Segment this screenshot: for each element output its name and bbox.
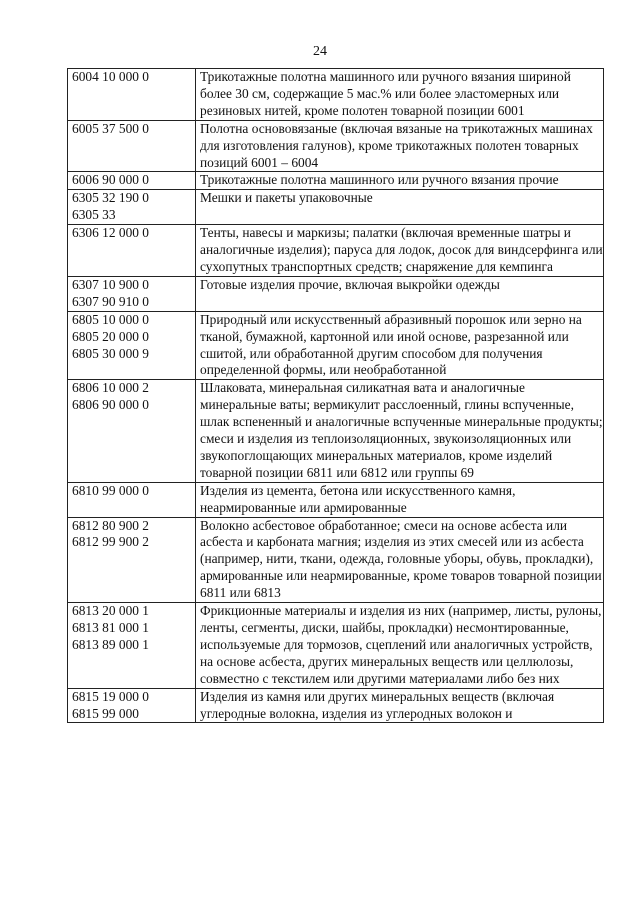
tariff-codes-cell [68, 276, 196, 311]
page-number: 24 [313, 44, 327, 59]
tariff-code: 6806 90 000 0 [72, 397, 149, 413]
goods-description: Готовые изделия прочие, включая выкройки одежды [196, 276, 604, 311]
tariff-code: 6004 10 000 0 [72, 69, 149, 84]
goods-description: Изделия из камня или других минеральных веществ (включая углеродные волокна, изделия из углеродных волокон и [196, 688, 604, 723]
table-row [68, 190, 604, 225]
tariff-code: 6815 19 000 0 [72, 688, 149, 704]
goods-description: Шлаковата, минеральная силикатная вата и аналогичные минеральные ваты; вермикулит расслоенный, глины вспученные, шлак вспененный и аналогичные вспученные минеральные продукты; смеси и изделия из теплоизоляционных, звукоизоляционных или звукопоглощающих минеральных материалов, кроме изделий товарной позиции 6811 или 6812 или группы 69 [196, 380, 604, 482]
table-row [68, 311, 604, 380]
tariff-code: 6813 81 000 1 [72, 620, 149, 635]
tariff-codes-cell [68, 603, 196, 689]
goods-description: Фрикционные материалы и изделия из них (например, листы, рулоны, ленты, сегменты, диски, шайбы, прокладки) несмонтированные, используемые для тормозов, сцеплений или аналогичных устройств, на основе асбеста, других минеральных веществ или целлюлозы, совместно с текстилем или другими материалами либо без них [196, 603, 604, 689]
goods-description: Мешки и пакеты упаковочные [196, 190, 604, 225]
table-row [68, 69, 604, 121]
goods-description: Трикотажные полотна машинного или ручного вязания шириной более 30 см, содержащие 5 мас.% или более эластомерных или резиновых нитей, кроме полотен товарной позиции 6001 [196, 69, 604, 121]
table-row [68, 603, 604, 689]
goods-description: Волокно асбестовое обработанное; смеси на основе асбеста или асбеста и карбоната магния; изделия из этих смесей или из асбеста (например, нити, ткани, одежда, головные уборы, обувь, прокладки), армированные или неармированные, кроме товаров товарной позиции 6811 или 6813 [196, 517, 604, 603]
table-row [68, 276, 604, 311]
tariff-code: 6813 20 000 1 [72, 603, 149, 619]
goods-description: Тенты, навесы и маркизы; палатки (включая временные шатры и аналогичные изделия); паруса для лодок, досок для виндсерфинга или сухопутных транспортных средств; снаряжение для кемпинга [196, 225, 604, 277]
tariff-code: 6810 99 000 0 [72, 482, 149, 498]
goods-description: Трикотажные полотна машинного или ручного вязания прочие [196, 172, 604, 190]
tariff-code: 6815 99 000 [72, 705, 139, 721]
table-row [68, 120, 604, 172]
tariff-codes-cell [68, 688, 196, 723]
tariff-code: 6805 20 000 0 [72, 328, 149, 344]
table-row [68, 172, 604, 190]
tariff-codes-cell [68, 482, 196, 517]
tariff-code: 6306 12 000 0 [72, 225, 149, 241]
tariff-code: 6812 80 900 2 [72, 517, 149, 533]
tariff-codes-cell [68, 517, 196, 603]
tariff-code: 6812 99 900 2 [72, 534, 149, 550]
tariff-codes-cell [68, 120, 196, 172]
tariff-codes-cell [68, 311, 196, 380]
tariff-code: 6005 37 500 0 [72, 120, 149, 136]
tariff-code-table [67, 68, 604, 723]
tariff-codes-cell [68, 190, 196, 225]
tariff-code: 6805 10 000 0 [72, 311, 149, 327]
table-row [68, 225, 604, 277]
table-body [68, 69, 604, 723]
tariff-code: 6307 90 910 0 [72, 293, 149, 309]
tariff-code: 6806 10 000 2 [72, 380, 149, 396]
table-row [68, 380, 604, 482]
tariff-code: 6805 30 000 9 [72, 345, 149, 361]
tariff-codes-cell [68, 225, 196, 277]
goods-description: Природный или искусственный абразивный порошок или зерно на тканой, бумажной, картонной или иной основе, разрезанной или сшитой, или обработанной другим способом для получения определенной формы, или необработанной [196, 311, 604, 380]
tariff-codes-cell [68, 380, 196, 482]
tariff-code: 6006 90 000 0 [72, 172, 149, 188]
table-row [68, 517, 604, 603]
goods-description: Изделия из цемента, бетона или искусственного камня, неармированные или армированные [196, 482, 604, 517]
goods-description: Полотна основовязаные (включая вязаные на трикотажных машинах для изготовления галунов), кроме трикотажных полотен товарных позиций 6001 – 6004 [196, 120, 604, 172]
table-row [68, 482, 604, 517]
tariff-codes-cell [68, 172, 196, 190]
tariff-code: 6813 89 000 1 [72, 636, 149, 652]
tariff-code: 6305 33 [72, 207, 116, 223]
tariff-codes-cell [68, 69, 196, 121]
table-row [68, 688, 604, 723]
page-bottom-margin [0, 839, 640, 905]
tariff-code: 6305 32 190 0 [72, 190, 149, 206]
tariff-code: 6307 10 900 0 [72, 276, 149, 292]
